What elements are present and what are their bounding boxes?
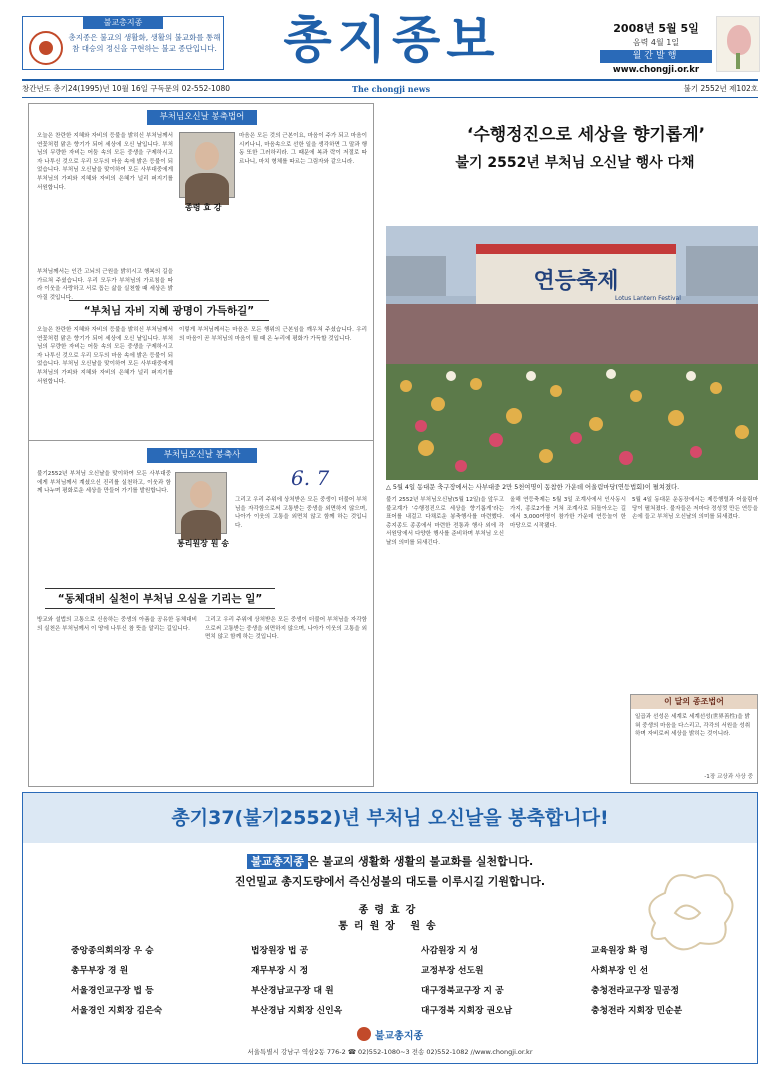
portrait-wonsong [175, 472, 227, 534]
lotus-icon [716, 16, 760, 72]
english-title: The chongji news [352, 84, 431, 94]
festival-photo [386, 226, 758, 480]
news-body-c: 5월 4일 동대문 운동장에서는 제등행렬과 어울림마당이 펼쳐졌다. 불자들은 저마다 정성껏 만든 연등을 손에 들고 부처님 오신날의 의미를 되새겼다. [632, 497, 758, 521]
news-body-a: 불기 2552년 부처님오신날(5월 12일)을 앞두고 불교계가 ‘수행정진으로 세상을 향기롭게’라는 표어를 내걸고 다채로운 봉축행사를 마련했다. 총지종도 종종에서 마련한 전통과 행사 외에 각 서원당에서 다양한 행사를 준비하며 부처님 오신날의 의미를 되새긴다. [386, 497, 504, 546]
lunar-date: 음력 4월 1일 [632, 38, 680, 47]
founder-teaching-body: 일곱과 선성은 세계로 세계선성(世界善性)을 밝혀 중생의 마음을 다스리고, 각각의 서원을 성취하며 자비로써 세상을 밝히는 것이니라. [635, 714, 751, 738]
ad-official: 부산경남 지회장 신인옥 [251, 1006, 343, 1016]
essay2-part-d: 그리고 우리 주위에 상처받은 모든 중생이 더불어 부처님을 자각함으로써 고통받는 중생을 외면하지 않으며, 나아가 이웃의 고통을 외면치 않고 함께 하는 것입니다. [205, 617, 367, 641]
motto-box [22, 16, 224, 70]
byline-hyogang: 종령 효 강 [185, 203, 222, 212]
ad-official: 서울경인교구장 법 등 [71, 986, 154, 996]
masthead-rule [22, 79, 758, 81]
essay1-part-b-cont: 오늘은 찬란한 지혜와 자비의 등불을 밝히신 부처님께서 연꽃처럼 맑은 향기가 되어 세상에 오신 날입니다. 부처님의 무량한 자비는 어둠 속의 모든 중생을 구제하시고자 나투신 것으로 우리 모두의 마음 속에 밝은 등불이 되었습니다. 부처님 오신날을 맞이하여 모든 사부대중에게 부처님의 가피와 지혜와 자비의 은혜가 널리 퍼지기를 서원합니다. [37, 327, 173, 385]
ad-footer-brand [23, 1027, 757, 1042]
headline: ‘수행정진으로 세상을 향기롭게’ [466, 125, 706, 145]
founder-teaching-title: 이 달의 종조법어 [631, 695, 757, 709]
essay1-part-c: 마음은 모든 것의 근본이요, 마음이 주가 되고 마음이 시키나니, 마음속으로 선한 일을 생각하면 그 말과 행동 또한 그러하리라. 그 때문에 복과 락이 저절로 따르나니, 마치 형체를 따르는 그림자와 같으니라. [239, 133, 367, 165]
section-tag-dharma-talk: 부처님오신날 봉축법어 [147, 110, 257, 125]
ad-official: 사회부장 인 선 [591, 966, 649, 976]
ad-official: 충청전라 지회장 민순분 [591, 1006, 683, 1016]
essay1-part-d: 이렇게 부처님께서는 마음은 모든 행위의 근본임을 깨우쳐 주셨습니다. 우리의 마음이 곧 부처님의 마음이 될 때 온 누리에 평화가 가득할 것입니다. [179, 327, 367, 342]
ad-official: 총무부장 경 원 [71, 966, 129, 976]
ad-official: 대구경북교구장 지 공 [421, 986, 504, 996]
ad-slogan-1-text: 은 불교의 생활화 생활의 불교화를 실천합니다. [307, 855, 534, 868]
ad-official: 사감원장 지 성 [421, 946, 479, 956]
essay2-part-b: 그리고 우리 주위에 상처받은 모든 중생이 더불어 부처님을 자각함으로써 고통받는 중생을 외면하지 않으며, 나아가 이웃의 고통을 외면치 않고 함께 하는 것입니다. [235, 497, 367, 529]
news-body-b: 올해 연등축제는 5월 3일 조계사에서 인사동시가지, 종로2가를 거쳐 조계사로 되돌아오는 길에서 3,000여명이 참가한 가운데 연등놀이 한마당으로 시작됐다. [510, 497, 626, 529]
founder-teaching-credit: -1장 교상과 사상 중 [704, 774, 753, 780]
ad-contact: 서울특별시 강남구 역삼2동 776-2 ☎ 02)552-1080~3 전송 02)552-1082 //www.chongji.or.kr [247, 1048, 533, 1056]
cloud-ornament-icon [635, 853, 735, 973]
photo-banner-subtext: Lotus Lantern Festival [615, 295, 681, 302]
seal-icon [357, 1027, 371, 1041]
portrait-hyogang [179, 132, 235, 198]
publication-cycle: 월간발행 [600, 50, 712, 63]
ad-official: 재무부장 시 정 [251, 966, 309, 976]
photo-banner-text: 연등축제 [533, 269, 619, 294]
ad-official: 부산경남교구장 대 원 [251, 986, 334, 996]
essay2-part-c: 방교와 설법의 고통으로 신음하는 중생의 아픔을 공유한 동체대비의 실천은 부처님께서 이 땅에 나투신 참 뜻을 알리는 길입니다. [37, 617, 197, 632]
site-url[interactable]: www.chongji.or.kr [612, 65, 700, 75]
left-column [28, 103, 374, 787]
pull-quote-1: “부처님 자비 지혜 광명이 가득하길” [69, 300, 269, 321]
ad-official: 중앙종의회의장 우 승 [71, 946, 154, 956]
issue-number: 불기 2552년 제102호 [683, 84, 758, 93]
byline-wonsong: 통리원장 원 송 [177, 539, 229, 548]
subheadline: 불기 2552년 부처님 오신날 행사 다채 [455, 155, 695, 171]
handwritten-note: 6. 7 [291, 466, 330, 490]
masthead-title: 총지종보 [283, 11, 501, 69]
ad-official: 대구경북 지회장 권오남 [421, 1006, 513, 1016]
founder-teaching-box [630, 694, 758, 784]
ad-official: 법장원장 법 공 [251, 946, 309, 956]
ad-official: 교육원장 화 령 [591, 946, 649, 956]
motto-title: 불교총지종 [83, 16, 163, 29]
info-bar [22, 82, 758, 96]
essay2-part-a: 불기2552년 부처님 오신날을 맞이하여 모든 사부대중에게 부처님께서 계셨으신 진리를 실천하고, 이웃과 함께 나누며 평화로운 세상을 만들어 가기를 발원합니다. [37, 471, 171, 495]
founding-info: 창간년도 총기24(1995)년 10월 16일 구독문의 02-552-1080 [22, 84, 231, 93]
date-block [600, 20, 712, 75]
issue-date: 2008년 5월 5일 [613, 22, 699, 35]
ad-director: 통리원장 원송 [338, 921, 442, 932]
ad-brand: 불교총지종 [247, 854, 308, 869]
essay1-part-a: 오늘은 찬란한 지혜와 자비의 등불을 밝히신 부처님께서 연꽃처럼 맑은 향기가 되어 세상에 오신 날입니다. 부처님의 무량한 자비는 어둠 속의 모든 중생을 구제하시고자 나투신 것으로 우리 모두의 마음 속에 밝은 등불이 되었습니다. 부처님 오신날을 맞이하여 모든 사부대중에게 부처님의 가피와 지혜와 자비의 은혜가 널리 퍼지기를 서원합니다. [37, 133, 173, 191]
section-tag-celebration: 부처님오신날 봉축사 [147, 448, 257, 463]
ad-official: 교정부장 선도원 [421, 966, 484, 976]
ad-official: 충청전라교구장 밀공정 [591, 986, 680, 996]
ad-footer-brand-text: 불교총지종 [374, 1031, 424, 1042]
ad-banner: 총기37(불기2552)년 부처님 오신날을 봉축합니다! [23, 793, 757, 843]
ad-patriarch: 종령효강 [358, 905, 422, 916]
motto-text: 총지종은 불교의 생활화, 생활의 불교화를 통해 참 대승의 정신을 구현하는 불교 종단입니다. [68, 33, 221, 53]
celebration-ad [22, 792, 758, 1064]
pull-quote-2: “동체대비 실천이 부처님 오심을 기리는 일” [45, 588, 275, 609]
photo-caption: △ 5월 4일 동대문 축구장에서는 사부대중 2만 5천여명이 동참한 가운데 어울림마당(연등법회)이 펼쳐졌다. [386, 484, 680, 491]
masthead-rule [22, 97, 758, 98]
ad-officials-row [71, 1003, 741, 1019]
essay1-part-b: 부처님께서는 인간 고뇌의 근원을 밝히시고 행복의 길을 가르쳐 주셨습니다. 우리 모두가 부처님의 가르침을 따라 이웃을 사랑하고 서로 돕는 삶을 실천할 때 세상은 밝아질 것입니다. [37, 269, 173, 301]
ad-officials-row [71, 983, 741, 999]
ad-slogan-2: 진언밀교 총지도량에서 즉신성불의 대도를 이루시길 기원합니다. [234, 875, 546, 888]
section-divider [29, 440, 373, 441]
festival-photo-illustration [386, 226, 758, 480]
ad-official: 서울경인 지회장 김은숙 [71, 1006, 163, 1016]
emblem-icon [29, 31, 63, 65]
